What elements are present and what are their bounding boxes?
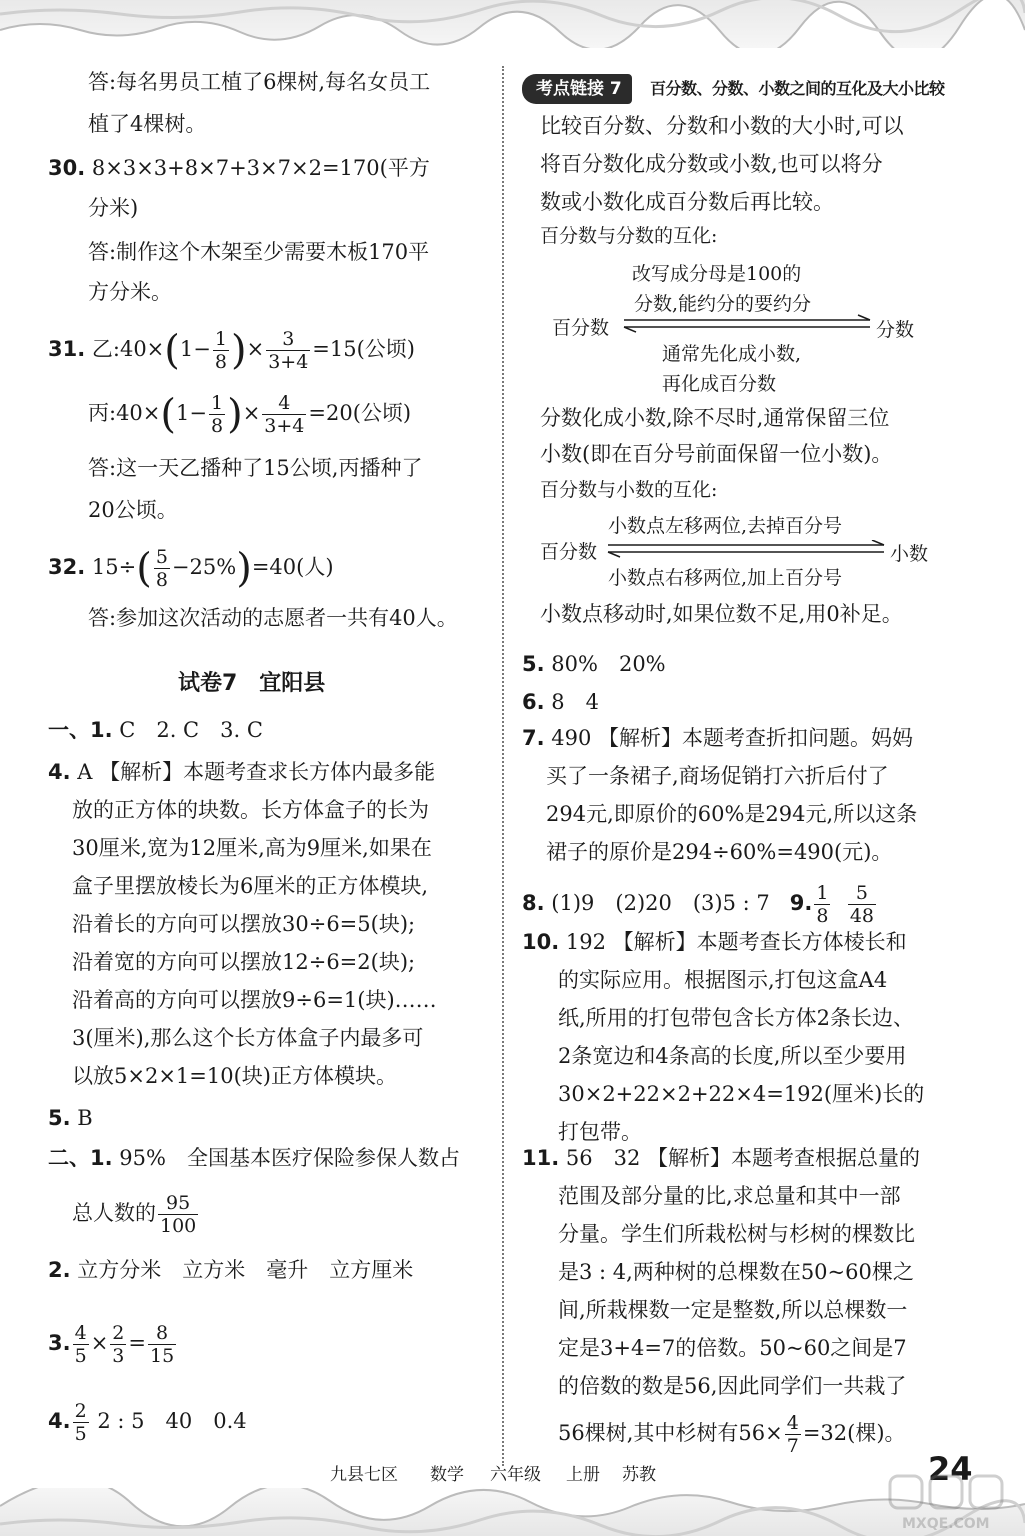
- r-q11-line-5: 定是3+4=7的倍数。50~60之间是7: [558, 1336, 907, 1360]
- r-q10-line-4: 30×2+22×2+22×4=192(厘米)长的: [558, 1082, 925, 1106]
- q4b-rest: 2 : 5 40 0.4: [97, 1409, 247, 1433]
- r-q11-line-4: 间,所栽棵数一定是整数,所以总棵数一: [558, 1298, 908, 1322]
- r-q5-text: 80% 20%: [551, 652, 666, 676]
- q31-times: ×: [246, 337, 265, 361]
- q30-answer-line2: 方分米。: [88, 280, 172, 304]
- q31-answer-line2: 20公顷。: [88, 498, 178, 522]
- r-q10-line-2: 纸,所用的打包带包含长方体2条长边、: [558, 1006, 915, 1030]
- frac-4-7: $\frac{4}{7}$: [786, 1412, 799, 1457]
- q31-bing-times: ×: [242, 401, 261, 425]
- frac-2-5: $\frac{2}{5}$: [74, 1400, 87, 1445]
- q31-yi-prefix: 乙:40×: [91, 337, 165, 361]
- q2-text: 立方分米 立方米 毫升 立方厘米: [77, 1258, 414, 1282]
- section-title: 试卷7 宜阳县: [178, 671, 326, 696]
- r-q10-line-5: 打包带。: [558, 1120, 642, 1144]
- pf-right: 分数: [876, 319, 915, 341]
- pf-note-1: 分数化成小数,除不尽时,通常保留三位: [540, 406, 890, 430]
- q4-line-2: 30厘米,宽为12厘米,高为9厘米,如果在: [72, 836, 432, 860]
- intro-line-0: 比较百分数、分数和小数的大小时,可以: [540, 114, 904, 138]
- q4-line-8: 以放5×2×1=10(块)正方体模块。: [72, 1064, 397, 1088]
- r-q9-number: 9.: [789, 891, 813, 915]
- q31-frac-4-7: $\frac{4}{3+4}$: [264, 392, 305, 437]
- q32-prefix: 15÷: [91, 555, 137, 579]
- footer-grade: 六年级: [490, 1465, 541, 1485]
- footer-subject: 数学: [430, 1465, 464, 1485]
- r-q11-number: 11.: [522, 1146, 560, 1170]
- q30-equation: 8×3×3+8×7+3×7×2=170(平方: [91, 156, 430, 180]
- q4-line-7: 3(厘米),那么这个长方体盒子内最多可: [72, 1026, 424, 1050]
- r-q10-line-0: [522, 928, 907, 956]
- pf-left: 百分数: [552, 317, 610, 339]
- q32-number: 32.: [48, 555, 86, 579]
- pd-left: 百分数: [540, 541, 598, 563]
- pd-note: 小数点移动时,如果位数不足,用0补足。: [540, 602, 903, 626]
- q31-bing-frac-1-8: $\frac{1}{8}$: [210, 392, 224, 437]
- q4b: [48, 1400, 247, 1445]
- r-q7-line-3: 裙子的原价是294÷60%=490(元)。: [546, 840, 893, 864]
- q32-result: =40(人): [251, 555, 334, 579]
- r-q10-line-3: 2条宽边和4条高的长度,所以至少要用: [558, 1044, 907, 1068]
- r-q7-line-1: 买了一条裙子,商场促销打六折后付了: [546, 764, 889, 788]
- q4-line-5: 沿着宽的方向可以摆放12÷6=2(块);: [72, 950, 416, 974]
- r-q11-line-1: 范围及部分量的比,求总量和其中一部: [558, 1184, 901, 1208]
- r-q8-number: 8.: [522, 891, 545, 915]
- q30: [48, 154, 430, 182]
- pd-double-arrow: [604, 540, 890, 560]
- frac-8-15: $\frac{8}{15}$: [150, 1322, 175, 1367]
- q31-bing: 丙:40×(1− $\frac{1}{8}$ )× $\frac{4}{3+4}$ =20(公顷): [88, 391, 412, 438]
- q4-line-6: 沿着高的方向可以摆放9÷6=1(块)……: [72, 988, 437, 1012]
- s2-q1-text2: 总人数的: [72, 1201, 156, 1225]
- q32-frac-5-8: $\frac{5}{8}$: [155, 546, 168, 591]
- r-q6-text: 8 4: [551, 690, 600, 714]
- q30-number: 30.: [48, 156, 86, 180]
- pf-bottom-2: 再化成百分数: [662, 373, 777, 395]
- watermark-logo: [840, 1470, 1020, 1532]
- s2-label: 二、1.: [48, 1146, 113, 1170]
- r-q8-q9: [522, 882, 878, 927]
- s2-q1-line2: [72, 1192, 200, 1237]
- r-q6-number: 6.: [522, 690, 545, 714]
- q3-number: 3.: [48, 1331, 71, 1355]
- frac-5-48: $\frac{5}{48}$: [849, 882, 875, 927]
- r-q5: [522, 650, 666, 678]
- q4-line-3: 盒子里摆放棱长为6厘米的正方体模块,: [72, 874, 429, 898]
- q3: [48, 1322, 178, 1367]
- r-q11-line-3: 是3 : 4,两种树的总棵数在50~60棵之: [558, 1260, 914, 1284]
- q32: 32. 15÷( $\frac{5}{8}$ −25%)=40(人): [48, 545, 334, 592]
- svg-text:MXQE.COM: MXQE.COM: [902, 1516, 990, 1532]
- q4b-number: 4.: [48, 1409, 71, 1433]
- pf-top-1: 改写成分母是100的: [632, 263, 802, 285]
- intro-line-1: 将百分数化成分数或小数,也可以将分: [540, 152, 883, 176]
- q30-answer-line1: 答:制作这个木架至少需要木板170平: [88, 240, 430, 264]
- q4-line-4: 沿着长的方向可以摆放30÷6=5(块);: [72, 912, 416, 936]
- r-q11-last-prefix: 56棵树,其中杉树有56×: [558, 1421, 783, 1445]
- q2: [48, 1256, 413, 1284]
- q31-bing-result: =20(公顷): [308, 401, 412, 425]
- q32-mid: −25%: [171, 555, 237, 579]
- r-q7-text-0: 490 【解析】本题考查折扣问题。妈妈: [551, 726, 914, 750]
- r-q11-line-6: 的倍数的数是56,因此同学们一共栽了: [558, 1374, 907, 1398]
- s2-q1-text: 95% 全国基本医疗保险参保人数占: [119, 1146, 460, 1170]
- q29-answer-line1: 答:每名男员工植了6棵树,每名女员工: [88, 70, 431, 94]
- r-q11-last-suffix: =32(棵)。: [802, 1421, 906, 1445]
- r-q10-line-1: 的实际应用。根据图示,打包这盒A4: [558, 968, 888, 992]
- q31-frac-1-8: $\frac{1}{8}$: [214, 328, 227, 373]
- q31-yi: 31. 乙:40×(1− $\frac{1}{8}$ )× $\frac{3}{3+4}$ =15(公顷): [48, 327, 415, 374]
- r-q5-number: 5.: [522, 652, 545, 676]
- pf-top-2: 分数,能约分的要约分: [634, 293, 812, 315]
- q4-line-0: [48, 758, 435, 786]
- torn-top-edge: [0, 0, 1025, 48]
- r-q8-text: (1)9 (2)20 (3)5 : 7: [551, 891, 770, 915]
- footer-edition: 苏教: [622, 1465, 656, 1485]
- r-q7-number: 7.: [522, 726, 545, 750]
- pf-bottom-1: 通常先化成小数,: [662, 343, 802, 365]
- s2-q1: [48, 1144, 460, 1172]
- q5: [48, 1104, 93, 1132]
- pd-bottom: 小数点右移两位,加上百分号: [608, 567, 843, 589]
- q29-answer-line2: 植了4棵树。: [88, 112, 207, 136]
- s1-line: C 2. C 3. C: [119, 718, 263, 742]
- column-divider: [502, 66, 504, 1466]
- r-q11-line-7: [558, 1412, 906, 1457]
- q5-text: B: [77, 1106, 93, 1130]
- q4-line-1: 放的正方体的块数。长方体盒子的长为: [72, 798, 429, 822]
- q30-equation-cont: 分米): [88, 196, 139, 220]
- q32-answer: 答:参加这次活动的志愿者一共有40人。: [88, 606, 458, 630]
- pd-top: 小数点左移两位,去掉百分号: [608, 515, 843, 537]
- q31-bing-prefix: 丙:40×: [88, 401, 161, 425]
- knowledge-link-tag: 考点链接 7: [522, 74, 632, 104]
- r-q10-text-0: 192 【解析】本题考查长方体棱长和: [565, 930, 907, 954]
- pf-double-arrow: [620, 314, 876, 334]
- q31-bing-one-minus: 1−: [176, 401, 207, 425]
- r-q10-number: 10.: [522, 930, 560, 954]
- pf-heading: 百分数与分数的互化:: [540, 225, 718, 247]
- intro-line-2: 数或小数化成百分数后再比较。: [540, 190, 834, 214]
- q3-equals: =: [128, 1331, 146, 1355]
- frac-95-100: $\frac{95}{100}$: [160, 1192, 197, 1237]
- q31-yi-result: =15(公顷): [312, 337, 415, 361]
- r-q11-text-0: 56 32 【解析】本题考查根据总量的: [565, 1146, 921, 1170]
- frac-4-5: $\frac{4}{5}$: [74, 1322, 87, 1367]
- s1-label: 一、1.: [48, 718, 113, 742]
- frac-1-8: $\frac{1}{8}$: [816, 882, 829, 927]
- r-q11-line-2: 分量。学生们所栽松树与杉树的棵数比: [558, 1222, 915, 1246]
- page-number: 24: [928, 1450, 973, 1488]
- footer-series: 九县七区: [330, 1465, 398, 1485]
- frac-2-3: $\frac{2}{3}$: [112, 1322, 125, 1367]
- q31-number: 31.: [48, 337, 86, 361]
- q31-answer-line1: 答:这一天乙播种了15公顷,丙播种了: [88, 456, 423, 480]
- q4-text-0: A 【解析】本题考查求长方体内最多能: [77, 760, 436, 784]
- q31-one-minus: 1−: [179, 337, 211, 361]
- q4-number: 4.: [48, 760, 71, 784]
- q5-number: 5.: [48, 1106, 71, 1130]
- footer-volume: 上册: [566, 1465, 600, 1485]
- r-q6: [522, 688, 599, 716]
- pf-note-2: 小数(即在百分号前面保留一位小数)。: [540, 442, 893, 466]
- q31-frac-3-7: $\frac{3}{3+4}$: [268, 328, 309, 373]
- r-q7-line-0: [522, 724, 913, 752]
- pd-right: 小数: [890, 543, 929, 565]
- r-q11-line-0: [522, 1144, 920, 1172]
- q2-number: 2.: [48, 1258, 71, 1282]
- s1-answers: [48, 716, 263, 744]
- r-q7-line-2: 294元,即原价的60%是294元,所以这条: [546, 802, 918, 826]
- pd-heading: 百分数与小数的互化:: [540, 479, 718, 501]
- q3-times: ×: [90, 1331, 109, 1355]
- knowledge-link-title: 百分数、分数、小数之间的互化及大小比较: [650, 79, 945, 98]
